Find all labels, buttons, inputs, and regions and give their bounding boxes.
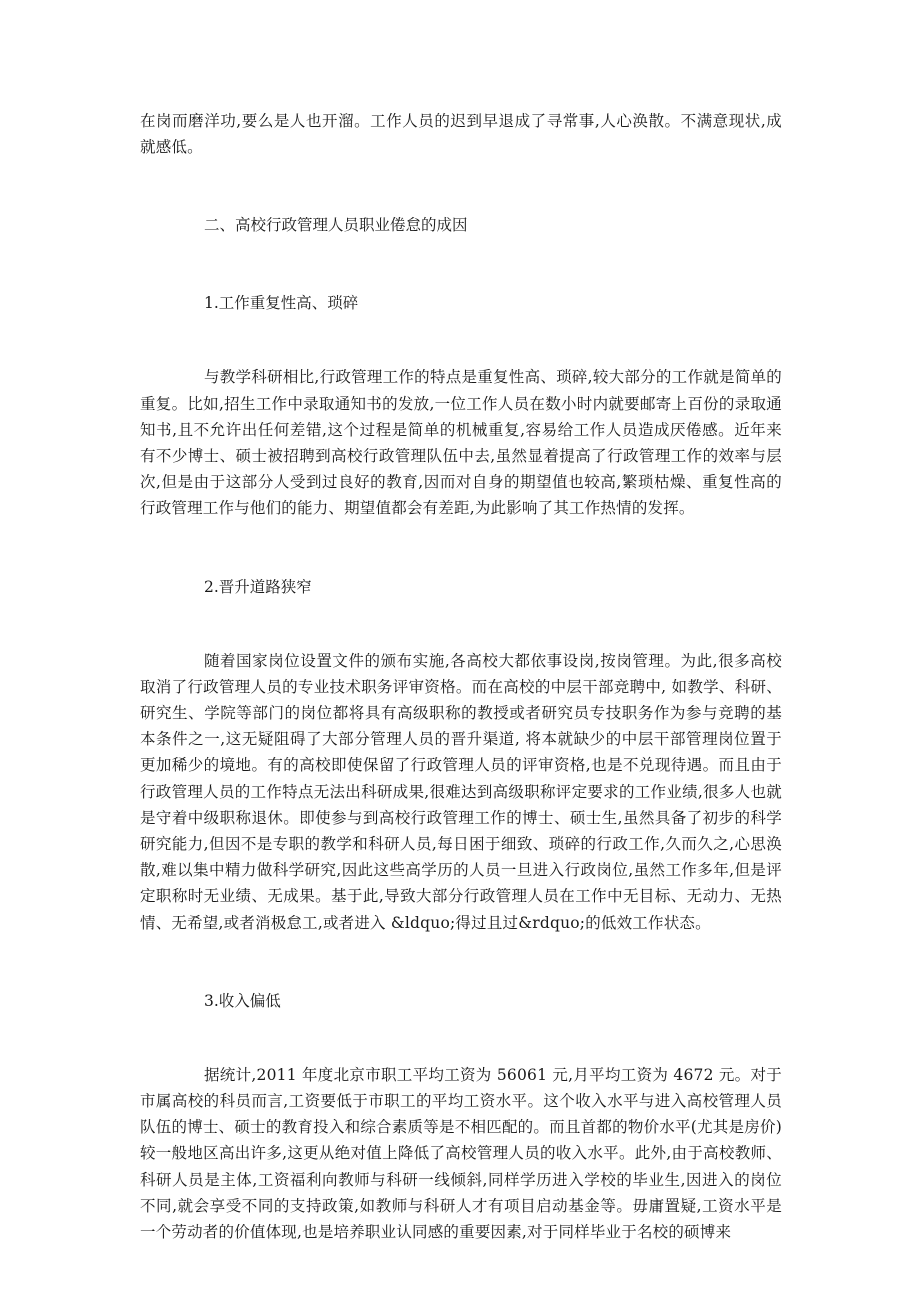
paragraph-promotion: 随着国家岗位设置文件的颁布实施,各高校大都依事设岗,按岗管理。为此,很多高校取消了行政管理人员的专业技术职务评审资格。而在高校的中层干部竞聘中, 如教学、科研、研究生、学院等部门的岗位都将具有高级职称的教授或者研究员专技职务作为参与竞聘的基本条件之一,这无疑阻碍了大部分管理人员的晋升渠道, 将本就缺少的中层干部管理岗位置于更加稀少的境地。有的高校即使保留了行政管理人员的评审资格,也是不兑现待遇。而且由于行政管理人员的工作特点无法出科研成果,很难达到高级职称评定要求的工作业绩,很多人也就是守着中级职称退休。即使参与到高校行政管理工作的博士、硕士生,虽然具备了初步的科学研究能力,但因不是专职的教学和科研人员,每日困于细致、琐碎的行政工作,久而久之,心思涣散,难以集中精力做科学研究,因此这些高学历的人员一旦进入行政岗位,虽然工作多年,但是评定职称时无业绩、无成果。基于此,导致大部分行政管理人员在工作中无目标、无动力、无热情、无希望,或者消极怠工,或者进入 &ldquo;得过且过&rdquo;的低效工作状态。	[140, 651, 782, 932]
spacer	[140, 522, 782, 574]
subheading-1: 1.工作重复性高、琐碎	[204, 294, 359, 313]
spacer	[140, 316, 782, 364]
spacer	[140, 936, 782, 988]
subheading-3: 3.收入偏低	[204, 991, 281, 1010]
spacer	[140, 238, 782, 290]
spacer	[140, 600, 782, 648]
paragraph-repetitive-work: 与教学科研相比,行政管理工作的特点是重复性高、琐碎,较大部分的工作就是简单的重复。比如,招生工作中录取通知书的发放,一位工作人员在数小时内就要邮寄上百份的录取通知书,且不允许出任何差错,这个过程是简单的机械重复,容易给工作人员造成厌倦感。近年来有不少博士、硕士被招聘到高校行政管理队伍中去,虽然显着提高了行政管理工作的效率与层次,但是由于这部分人受到过良好的教育,因而对自身的期望值也较高,繁琐枯燥、重复性高的行政管理工作与他们的能力、期望值都会有差距,为此影响了其工作热情的发挥。	[140, 368, 782, 518]
paragraph-intro: 在岗而磨洋功,要么是人也开溜。工作人员的迟到早退成了寻常事,人心涣散。不满意现状,成就感低。	[140, 112, 782, 157]
spacer	[140, 1014, 782, 1062]
document-body	[140, 108, 782, 1245]
section-heading-2: 二、高校行政管理人员职业倦怠的成因	[204, 216, 468, 235]
subheading-2: 2.晋升道路狭窄	[204, 577, 312, 596]
paragraph-income: 据统计,2011 年度北京市职工平均工资为 56061 元,月平均工资为 4672 元。对于市属高校的科员而言,工资要低于市职工的平均工资水平。这个收入水平与进入高校管理人员队伍的博士、硕士的教育投入和综合素质等是不相匹配的。而且首都的物价水平(尤其是房价)较一般地区高出许多,这更从绝对值上降低了高校管理人员的收入水平。此外,由于高校教师、科研人员是主体,工资福利向教师与科研一线倾斜,同样学历进入学校的毕业生,因进入的岗位不同,就会享受不同的支持政策,如教师与科研人才有项目启动基金等。毋庸置疑,工资水平是一个劳动者的价值体现,也是培养职业认同感的重要因素,对于同样毕业于名校的硕博来	[140, 1065, 782, 1242]
spacer	[140, 160, 782, 212]
